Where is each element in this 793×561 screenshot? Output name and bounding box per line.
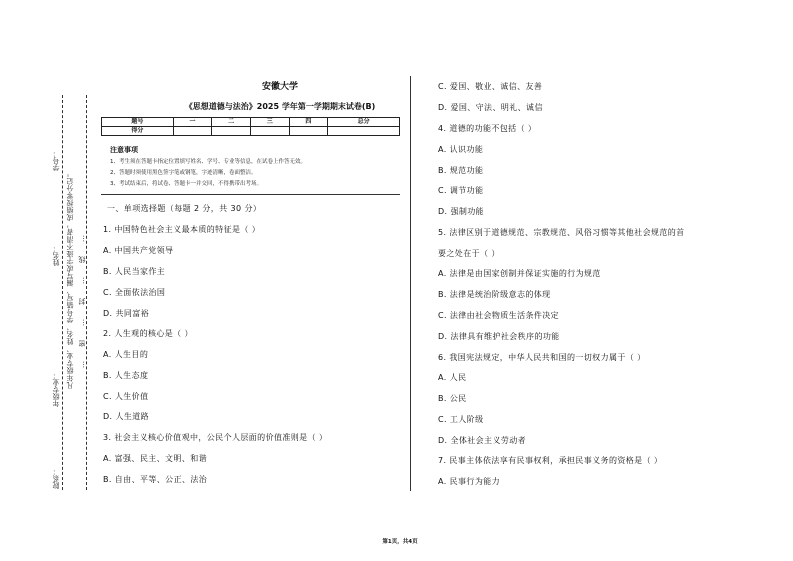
question-text: 4. 道德的功能不包括（ ） <box>438 124 537 133</box>
page-number: 第1页，共4页 <box>382 539 418 545</box>
score-header-cell: 题号 <box>102 118 174 127</box>
answer-option: D. 共同富裕 <box>103 309 150 318</box>
question-text: 1. 中国特色社会主义最本质的特征是（ ） <box>103 225 261 234</box>
answer-option: C. 法律由社会物质生活条件决定 <box>438 311 560 320</box>
answer-option: C. 人生价值 <box>103 392 149 401</box>
answer-option: B. 自由、平等、公正、法治 <box>103 475 208 484</box>
score-cell[interactable] <box>250 127 289 136</box>
score-cell[interactable] <box>289 127 328 136</box>
university-name: 安徽大学 <box>261 82 298 92</box>
answer-option: A. 中国共产党领导 <box>103 246 174 255</box>
school-label: 院系： <box>52 468 60 489</box>
answer-option: D. 人生道路 <box>103 412 150 421</box>
score-header-cell: 一 <box>173 118 212 127</box>
answer-option: A. 人民 <box>438 373 467 382</box>
answer-option: B. 人民当家作主 <box>103 267 166 276</box>
answer-option: A. 人生目的 <box>103 350 149 359</box>
answer-option: B. 人生态度 <box>103 371 149 380</box>
section-heading: 一、单项选择题（每题 2 分，共 30 分） <box>107 204 262 213</box>
answer-option: B. 规范功能 <box>438 166 484 175</box>
question-text: 7. 民事主体依法享有民事权利，承担民事义务的资格是（ ） <box>438 456 663 465</box>
answer-option: D. 全体社会主义劳动者 <box>438 436 527 445</box>
answer-option: D. 法律具有维护社会秩序的功能 <box>438 332 560 341</box>
note-item: 2、答题时须使用黑色签字笔或钢笔，字迹清晰，卷面整洁。 <box>110 170 257 176</box>
score-header-cell: 三 <box>250 118 289 127</box>
major-label: 年级专业： <box>52 372 60 407</box>
question-text: 2. 人生观的核心是（ ） <box>103 329 193 338</box>
score-header-cell: 二 <box>212 118 251 127</box>
answer-option: A. 民事行为能力 <box>438 477 501 486</box>
score-row-label: 得分 <box>102 127 174 136</box>
answer-option: C. 工人阶级 <box>438 415 484 424</box>
answer-option: C. 爱国、敬业、诚信、友善 <box>438 82 543 91</box>
binding-warning: 凡年级专业、姓名、学号错写、漏写或字迹不清者，成绩按零分记。 <box>66 170 74 389</box>
score-header-cell: 四 <box>289 118 328 127</box>
answer-option: C. 调节功能 <box>438 186 484 195</box>
notes-divider <box>101 194 400 195</box>
question-text: 3. 社会主义核心价值观中，公民个人层面的价值准则是（ ） <box>103 433 328 442</box>
student-id-label: 学号： <box>52 150 60 171</box>
question-text: 5. 法律区别于道德规范、宗教规范、风俗习惯等其他社会规范的首 <box>438 228 685 237</box>
answer-option: B. 公民 <box>438 394 467 403</box>
name-label: 姓名： <box>52 245 60 266</box>
score-cell[interactable] <box>212 127 251 136</box>
seal-line-text: …密…封…线… <box>78 221 86 369</box>
score-table-score-row <box>102 127 400 136</box>
question-text-continued: 要之处在于（ ） <box>438 249 500 258</box>
score-table-header-row <box>102 118 400 127</box>
exam-title: 《思想道德与法治》2025 学年第一学期期末试卷(B) <box>184 102 376 111</box>
question-text: 6. 我国宪法规定，中华人民共和国的一切权力属于（ ） <box>438 353 646 362</box>
score-cell[interactable] <box>173 127 212 136</box>
score-cell[interactable] <box>328 127 400 136</box>
answer-option: A. 认识功能 <box>438 145 484 154</box>
answer-option: A. 富强、民主、文明、和谐 <box>103 454 208 463</box>
column-divider <box>410 76 411 491</box>
answer-option: D. 爱国、守法、明礼、诚信 <box>438 103 543 112</box>
answer-option: B. 法律是统治阶级意志的体现 <box>438 290 551 299</box>
binding-line-outer <box>62 95 63 490</box>
notes-title: 注意事项 <box>110 146 138 154</box>
note-item: 1、考生须在答题卡指定位置填写姓名、学号、专业等信息，在试卷上作答无效。 <box>110 159 307 165</box>
score-header-cell: 总分 <box>328 118 400 127</box>
answer-option: C. 全面依法治国 <box>103 288 166 297</box>
answer-option: D. 强制功能 <box>438 207 485 216</box>
score-table <box>101 117 400 136</box>
answer-option: A. 法律是由国家创制并保证实施的行为规范 <box>438 269 601 278</box>
note-item: 3、考试结束后，将试卷、答题卡一并交回，不得携带出考场。 <box>110 181 263 187</box>
